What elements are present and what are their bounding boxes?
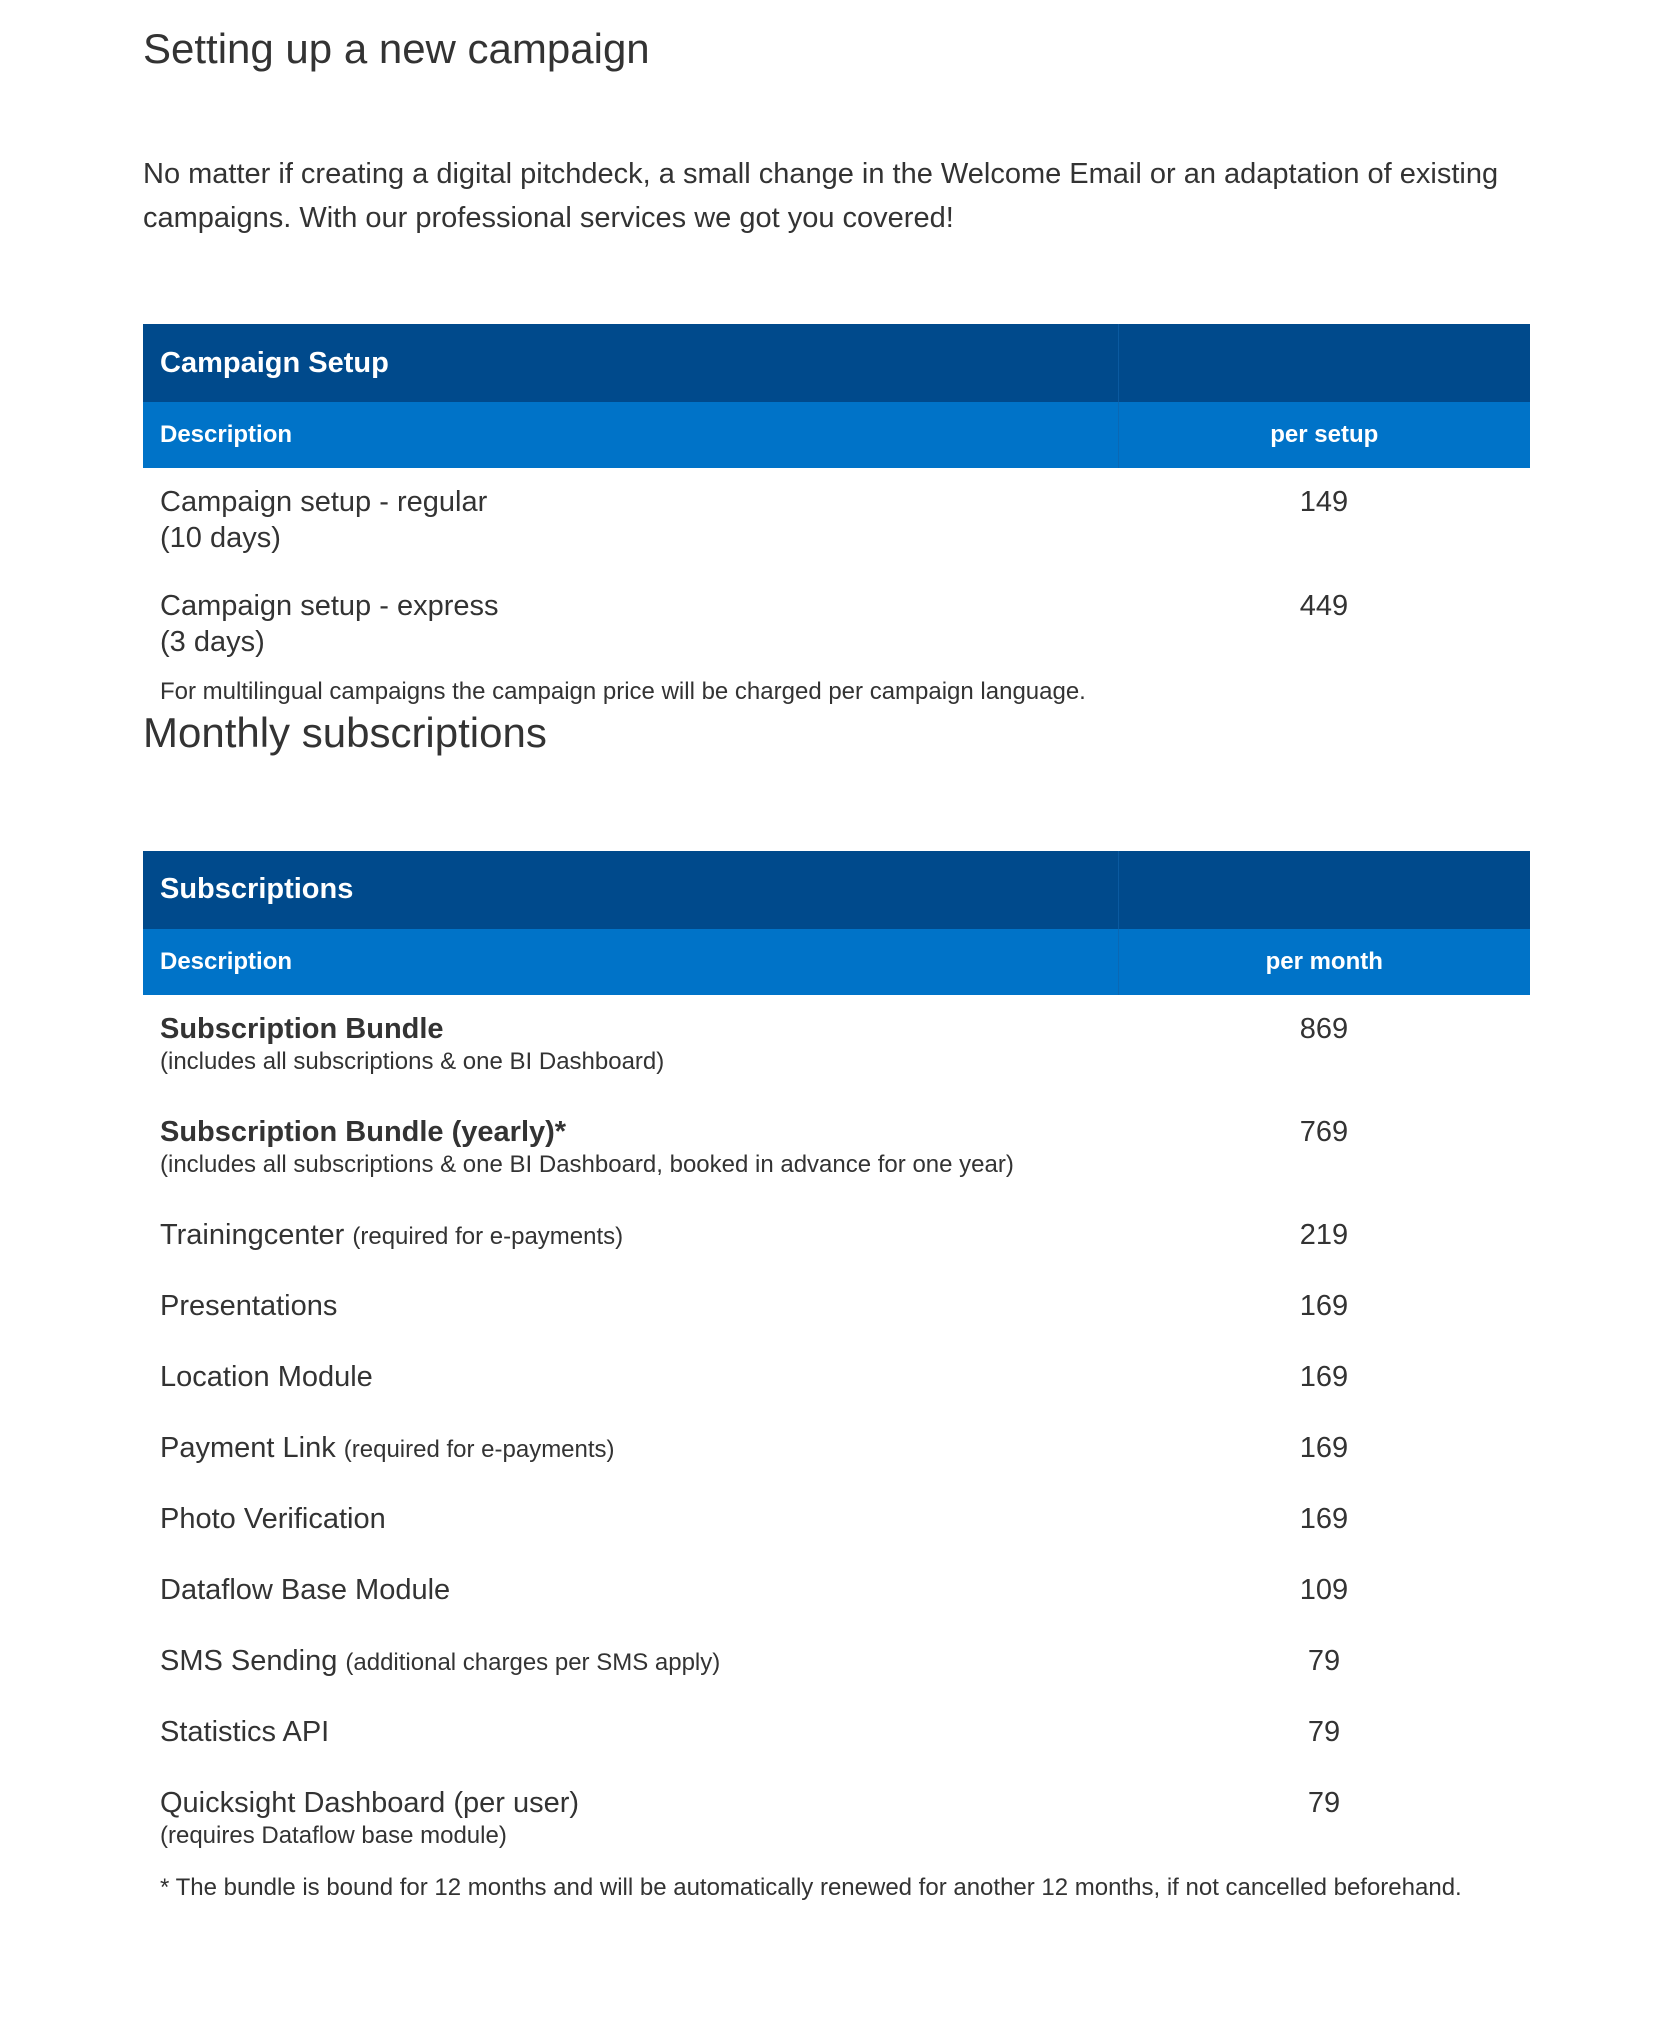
subscriptions-table-title-row bbox=[143, 851, 1530, 929]
subscription-name: Payment Link bbox=[160, 1431, 336, 1464]
subscription-inline-note: (required for e-payments) bbox=[352, 1222, 624, 1250]
subscription-name: SMS Sending bbox=[160, 1644, 338, 1677]
subscriptions-table bbox=[143, 851, 1530, 1904]
subscription-price: 79 bbox=[1307, 1715, 1341, 1748]
column-header-description: Description bbox=[143, 402, 1118, 468]
table-row bbox=[143, 572, 1530, 676]
subscription-price: 169 bbox=[1299, 1360, 1349, 1393]
pricing-page bbox=[143, 0, 1530, 1904]
subscription-price: 79 bbox=[1307, 1644, 1341, 1677]
campaign-table-title-row bbox=[143, 324, 1530, 402]
table-row bbox=[143, 1098, 1530, 1201]
table-row bbox=[143, 1201, 1530, 1272]
table-row bbox=[143, 1769, 1530, 1872]
subscription-inline-note: (required for e-payments) bbox=[343, 1435, 615, 1463]
subscription-name: Statistics API bbox=[160, 1715, 330, 1748]
subscription-price: 169 bbox=[1299, 1289, 1349, 1322]
subscription-sub-note: (includes all subscriptions & one BI Dashboard) bbox=[160, 1047, 665, 1075]
table-row bbox=[143, 1272, 1530, 1343]
campaign-intro-text: No matter if creating a digital pitchdeck, a small change in the Welcome Email or an adaptation of existing campaigns. With our professional services we got you covered! bbox=[143, 158, 1499, 235]
table-row bbox=[143, 1556, 1530, 1627]
subscription-price: 169 bbox=[1299, 1502, 1349, 1535]
subscription-name: Subscription Bundle (yearly)* bbox=[160, 1115, 567, 1148]
campaign-table-column-headers bbox=[143, 402, 1530, 468]
column-header-per-month: per month bbox=[1118, 929, 1530, 995]
setup-price: 149 bbox=[1299, 486, 1349, 519]
table-row bbox=[143, 1343, 1530, 1414]
table-row bbox=[143, 1414, 1530, 1485]
subscription-name: Trainingcenter bbox=[160, 1218, 345, 1251]
subscription-name: Location Module bbox=[160, 1360, 373, 1393]
setup-name: Campaign setup - express bbox=[160, 590, 499, 623]
table-row bbox=[143, 1698, 1530, 1769]
bundle-footnote: * The bundle is bound for 12 months and will be automatically renewed for another 12 months, if not cancelled beforehand. bbox=[160, 1873, 1462, 1901]
setup-duration: (3 days) bbox=[160, 626, 265, 659]
subscription-section-title: Monthly subscriptions bbox=[143, 709, 547, 757]
subscriptions-table-title: Subscriptions bbox=[143, 851, 1118, 929]
subscription-name: Dataflow Base Module bbox=[160, 1573, 451, 1606]
table-row bbox=[143, 995, 1530, 1098]
table-row bbox=[143, 468, 1530, 572]
subscription-name: Subscription Bundle bbox=[160, 1012, 444, 1045]
campaign-table-title-empty-cell bbox=[1118, 324, 1530, 402]
column-header-per-setup: per setup bbox=[1118, 402, 1530, 468]
subscription-name-line bbox=[160, 1643, 1101, 1681]
subscription-name: Photo Verification bbox=[160, 1502, 386, 1535]
subscriptions-table-column-headers bbox=[143, 929, 1530, 995]
subscription-name-line bbox=[160, 1430, 1101, 1468]
subscription-price: 109 bbox=[1299, 1573, 1349, 1606]
subscription-price: 769 bbox=[1299, 1115, 1349, 1148]
campaign-setup-table bbox=[143, 324, 1530, 708]
setup-name: Campaign setup - regular bbox=[160, 486, 488, 519]
subscription-price: 219 bbox=[1299, 1218, 1349, 1251]
multilingual-note: For multilingual campaigns the campaign price will be charged per campaign language. bbox=[160, 678, 1086, 706]
setup-duration: (10 days) bbox=[160, 522, 281, 555]
subscription-sub-note: (includes all subscriptions & one BI Dashboard, booked in advance for one year) bbox=[160, 1150, 1014, 1178]
setup-price: 449 bbox=[1299, 590, 1349, 623]
subscription-inline-note: (additional charges per SMS apply) bbox=[345, 1648, 721, 1676]
subscription-price: 169 bbox=[1299, 1431, 1349, 1464]
subscription-name: Quicksight Dashboard (per user) bbox=[160, 1786, 580, 1819]
campaign-table-title: Campaign Setup bbox=[143, 324, 1118, 402]
subscription-name: Presentations bbox=[160, 1289, 338, 1322]
table-row bbox=[143, 1485, 1530, 1556]
subscription-sub-note: (requires Dataflow base module) bbox=[160, 1821, 507, 1849]
column-header-description: Description bbox=[143, 929, 1118, 995]
campaign-section-title: Setting up a new campaign bbox=[143, 25, 650, 72]
subscription-name-line bbox=[160, 1217, 1101, 1255]
table-row bbox=[143, 1627, 1530, 1698]
subscriptions-table-title-empty-cell bbox=[1118, 851, 1530, 929]
subscription-price: 79 bbox=[1307, 1786, 1341, 1819]
subscription-price: 869 bbox=[1299, 1012, 1349, 1045]
